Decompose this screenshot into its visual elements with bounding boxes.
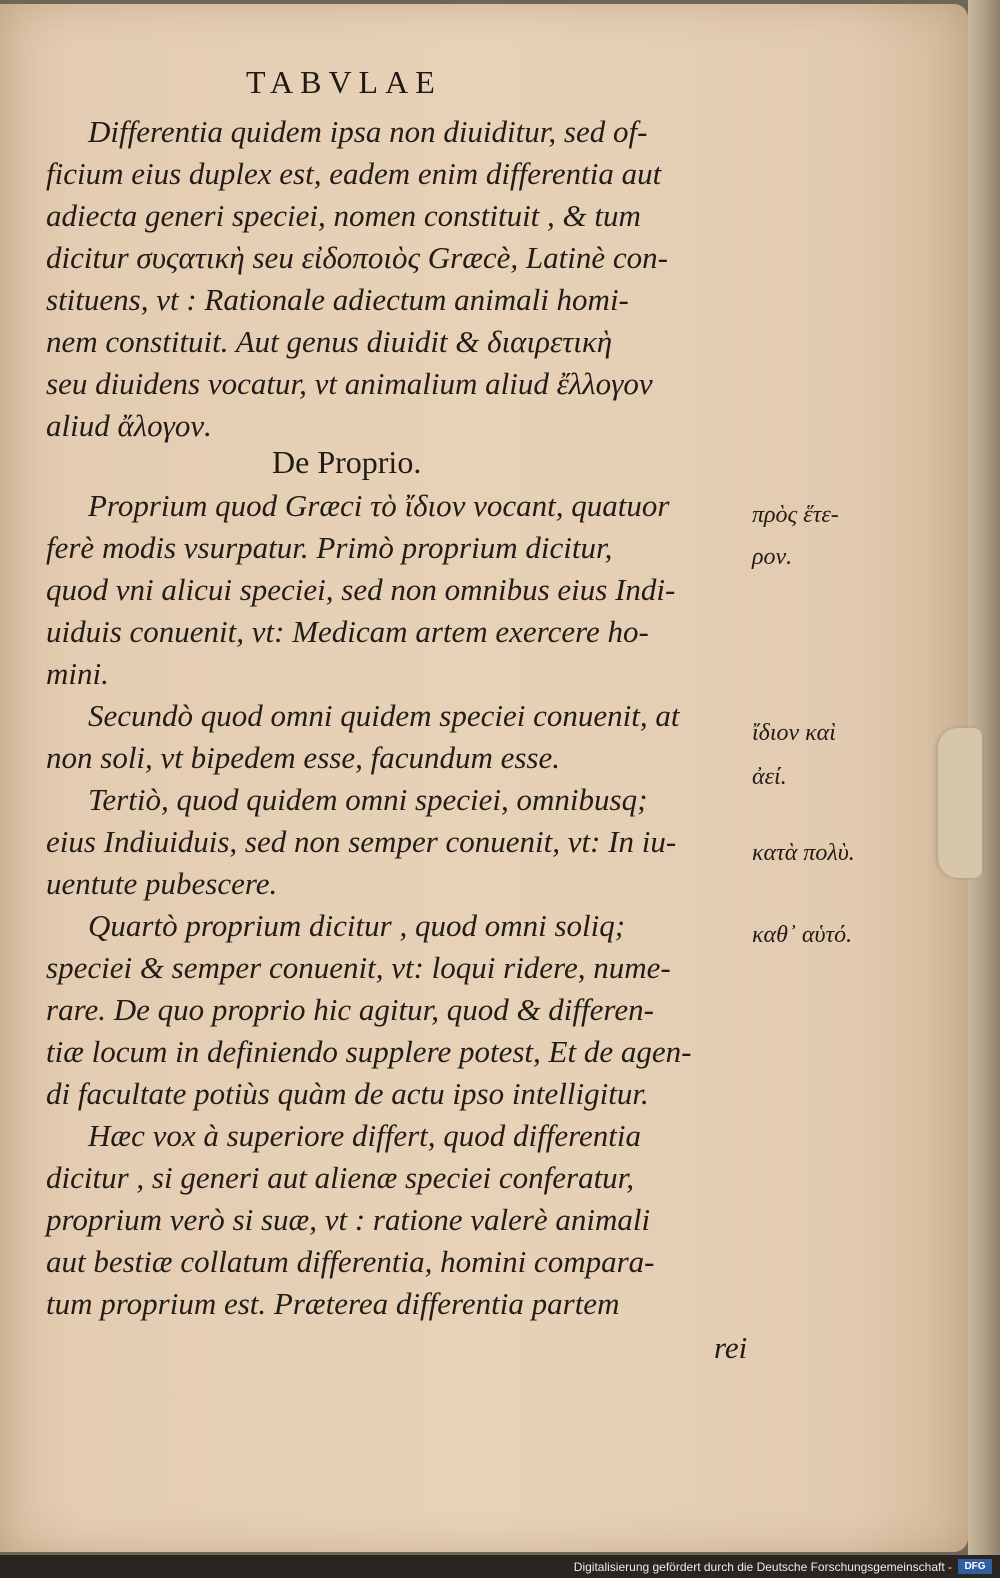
text-line-17: eius Indiuiduis, sed non semper conuenit, vt: In iu- bbox=[46, 824, 677, 859]
footer-credit: Digitalisierung gefördert durch die Deutsche Forschungsgemeinschaft - bbox=[573, 1560, 952, 1574]
text-line-11: quod vni alicui speciei, sed non omnibus eius Indi- bbox=[46, 572, 676, 607]
text-line-22: tiæ locum in definiendo supplere potest, Et de agen- bbox=[46, 1034, 692, 1069]
text-line-14: Secundò quod omni quidem speciei conuenit, at bbox=[88, 698, 680, 733]
catchword: rei bbox=[714, 1330, 748, 1365]
section-heading: De Proprio. bbox=[272, 444, 422, 480]
text-line-8: aliud ἄλογον. bbox=[46, 408, 212, 443]
text-line-10: ferè modis vsurpatur. Primò proprium dicitur, bbox=[46, 530, 613, 565]
text-line-20: speciei & semper conuenit, vt: loqui ridere, nume- bbox=[46, 950, 671, 985]
text-line-19: Quartò proprium dicitur , quod omni soliq; bbox=[88, 908, 626, 943]
text-line-5: stituens, vt : Rationale adiectum animali homi- bbox=[46, 282, 629, 317]
text-line-21: rare. De quo proprio hic agitur, quod & differen- bbox=[46, 992, 654, 1027]
text-line-28: tum proprium est. Præterea differentia partem bbox=[46, 1286, 620, 1321]
bookmark-tab bbox=[938, 728, 982, 878]
text-line-13: mini. bbox=[46, 656, 109, 691]
margin-note-2: ρον. bbox=[752, 544, 793, 570]
margin-note-3: ἴδιον καὶ bbox=[752, 720, 836, 746]
page bbox=[0, 4, 968, 1552]
margin-note-6: καθ᾽ αὑτό. bbox=[752, 922, 853, 948]
text-line-18: uentute pubescere. bbox=[46, 866, 278, 901]
text-line-15: non soli, vt bipedem esse, facundum esse. bbox=[46, 740, 560, 775]
text-line-23: di facultate potiùs quàm de actu ipso intelligitur. bbox=[46, 1076, 649, 1111]
margin-note-5: κατὰ πολὺ. bbox=[752, 840, 855, 866]
text-line-2: ficium eius duplex est, eadem enim differentia aut bbox=[46, 156, 662, 191]
text-line-24: Hæc vox à superiore differt, quod differentia bbox=[88, 1118, 642, 1153]
text-line-12: uiduis conuenit, vt: Medicam artem exercere ho- bbox=[46, 614, 649, 649]
text-line-3: adiecta generi speciei, nomen constituit , & tum bbox=[46, 198, 641, 233]
text-line-4: dicitur συςατικὴ seu εἰδοποιὸς Græcè, Latinè con- bbox=[46, 240, 668, 275]
text-line-26: proprium verò si suæ, vt : ratione valerè animali bbox=[46, 1202, 651, 1237]
text-line-7: seu diuidens vocatur, vt animalium aliud ἔλλογον bbox=[46, 366, 653, 401]
text-line-1: Differentia quidem ipsa non diuiditur, sed of- bbox=[88, 114, 648, 149]
text-line-16: Tertiò, quod quidem omni speciei, omnibusq; bbox=[88, 782, 648, 817]
margin-note-1: πρὸς ἕτε- bbox=[752, 502, 839, 528]
text-line-27: aut bestiæ collatum differentia, homini compara- bbox=[46, 1244, 655, 1279]
text-line-9: Proprium quod Græci τὸ ἴδιον vocant, quatuor bbox=[88, 488, 670, 523]
text-line-6: nem constituit. Aut genus diuidit & διαιρετικὴ bbox=[46, 324, 613, 359]
dfg-logo: DFG bbox=[958, 1559, 992, 1574]
text-line-25: dicitur , si generi aut alienæ speciei conferatur, bbox=[46, 1160, 635, 1195]
running-head: TABVLAE bbox=[246, 64, 442, 100]
margin-note-4: ἀεί. bbox=[752, 764, 787, 790]
footer-bar bbox=[0, 1556, 1000, 1578]
